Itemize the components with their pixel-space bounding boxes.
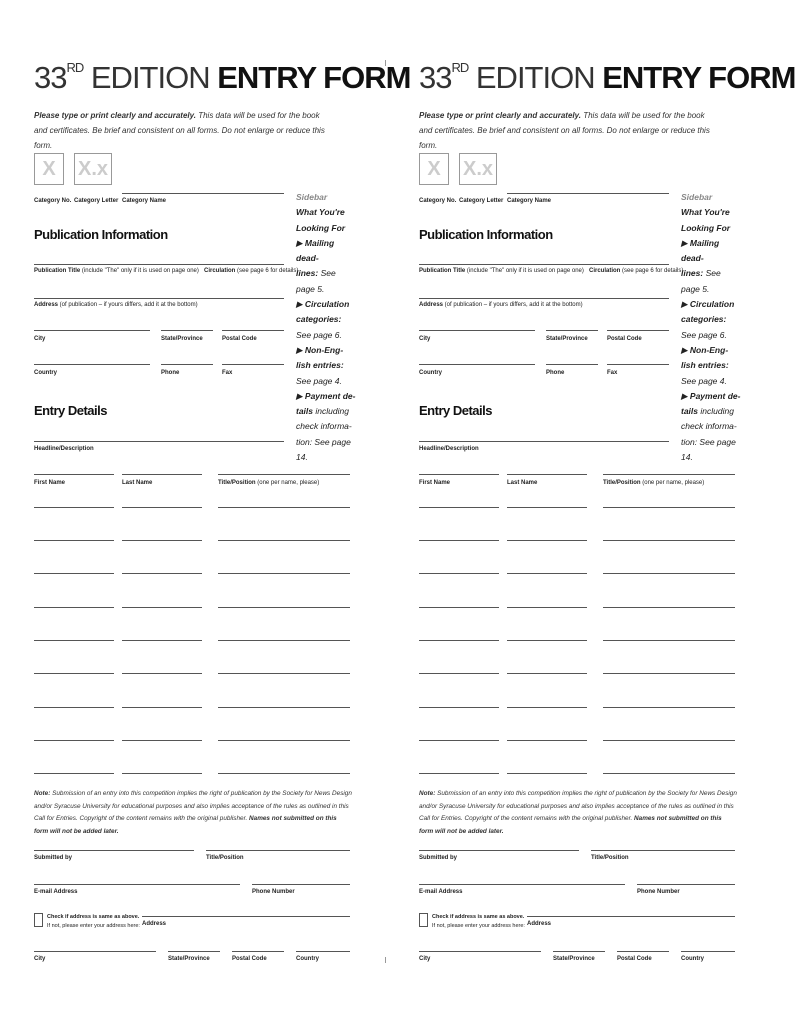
city-label: City bbox=[34, 336, 46, 342]
last-name-field[interactable] bbox=[122, 540, 202, 541]
category-number-box[interactable]: X bbox=[34, 153, 64, 185]
first-name-label: First Name bbox=[34, 480, 66, 486]
form-title: 33RD EDITION ENTRY FORM bbox=[34, 60, 411, 95]
email-field[interactable] bbox=[419, 884, 625, 885]
first-name-field[interactable] bbox=[419, 607, 499, 608]
title-position-field[interactable] bbox=[218, 640, 350, 641]
publication-info-heading: Publication Information bbox=[34, 227, 168, 242]
category-name-label: Category Name bbox=[122, 198, 167, 204]
last-name-label: Last Name bbox=[122, 480, 153, 486]
same-address-checkbox[interactable] bbox=[419, 913, 428, 927]
alt-postal-field[interactable] bbox=[617, 951, 669, 952]
address-label: Address (of publication – if yours differs, add it at the bottom) bbox=[34, 302, 198, 308]
last-name-field[interactable] bbox=[507, 573, 587, 574]
submitter-title-field[interactable] bbox=[206, 850, 350, 851]
category-name-label: Category Name bbox=[507, 198, 552, 204]
last-name-field[interactable] bbox=[507, 474, 587, 475]
title-position-label: Title/Position (one per name, please) bbox=[603, 480, 705, 486]
same-address-text: Check if address is same as above. If not, please enter your address here: bbox=[432, 914, 525, 929]
submission-note: Note: Submission of an entry into this competition implies the right of publication by the Society for News Design and/or Syracuse University for educational purposes and also implies acceptance of the rules as outlined in this Call for Entries. Copyright of the content remains with the original publisher. Names not submitted on this form will not be added later. bbox=[34, 790, 352, 835]
headline-label: Headline/Description bbox=[419, 446, 479, 452]
country-label: Country bbox=[34, 370, 57, 376]
title-position-field[interactable] bbox=[603, 707, 735, 708]
first-name-field[interactable] bbox=[419, 740, 499, 741]
submitted-by-field[interactable] bbox=[419, 850, 579, 851]
title-position-field[interactable] bbox=[218, 607, 350, 608]
submitted-by-label: Submitted by bbox=[419, 855, 458, 861]
postal-label: Postal Code bbox=[222, 336, 257, 342]
email-field[interactable] bbox=[34, 884, 240, 885]
first-name-field[interactable] bbox=[419, 707, 499, 708]
category-name-field[interactable] bbox=[122, 193, 284, 194]
alt-postal-label: Postal Code bbox=[617, 956, 652, 962]
country-label: Country bbox=[419, 370, 442, 376]
title-position-field[interactable] bbox=[603, 607, 735, 608]
state-field[interactable] bbox=[546, 330, 598, 331]
city-field[interactable] bbox=[34, 330, 150, 331]
email-label: E-mail Address bbox=[34, 889, 78, 895]
alt-state-field[interactable] bbox=[168, 951, 220, 952]
publication-title-field[interactable] bbox=[419, 264, 669, 265]
last-name-field[interactable] bbox=[507, 707, 587, 708]
first-name-field[interactable] bbox=[419, 474, 499, 475]
email-label: E-mail Address bbox=[419, 889, 463, 895]
alt-city-label: City bbox=[34, 956, 46, 962]
country-field[interactable] bbox=[34, 364, 150, 365]
city-label: City bbox=[419, 336, 431, 342]
alt-country-label: Country bbox=[296, 956, 319, 962]
submitted-by-label: Submitted by bbox=[34, 855, 73, 861]
publication-info-heading: Publication Information bbox=[419, 227, 553, 242]
submission-note: Note: Submission of an entry into this competition implies the right of publication by the Society for News Design and/or Syracuse University for educational purposes and also implies acceptance of the rules as outlined in this Call for Entries. Copyright of the content remains with the original publisher. Names not submitted on this form will not be added later. bbox=[419, 790, 737, 835]
sidebar-subheading-1: What You're bbox=[681, 207, 730, 218]
circulation-label: Circulation (see page 6 for details) bbox=[589, 268, 684, 274]
alt-state-field[interactable] bbox=[553, 951, 605, 952]
alt-city-field[interactable] bbox=[34, 951, 156, 952]
category-number-label: Category No. bbox=[419, 198, 457, 204]
last-name-field[interactable] bbox=[122, 707, 202, 708]
postal-field[interactable] bbox=[222, 330, 284, 331]
last-name-field[interactable] bbox=[122, 673, 202, 674]
fax-field[interactable] bbox=[222, 364, 284, 365]
submitter-title-label: Title/Position bbox=[591, 855, 629, 861]
sidebar-item: ▶ Payment de- tails including check informa-tion: See page 14. bbox=[681, 390, 741, 463]
first-name-field[interactable] bbox=[34, 673, 114, 674]
title-position-field[interactable] bbox=[603, 540, 735, 541]
entry-details-heading: Entry Details bbox=[34, 403, 107, 418]
sidebar-heading: Sidebar bbox=[296, 192, 328, 202]
last-name-field[interactable] bbox=[122, 740, 202, 741]
first-name-field[interactable] bbox=[34, 773, 114, 774]
title-position-field[interactable] bbox=[603, 773, 735, 774]
first-name-field[interactable] bbox=[34, 707, 114, 708]
address-label: Address (of publication – if yours differs, add it at the bottom) bbox=[419, 302, 583, 308]
sidebar-subheading-2: Looking For bbox=[296, 222, 346, 233]
sidebar-item: ▶ Payment de- tails including check informa-tion: See page 14. bbox=[296, 390, 356, 463]
alt-country-label: Country bbox=[681, 956, 704, 962]
phone-number-field[interactable] bbox=[637, 884, 735, 885]
entry-form-left bbox=[34, 0, 411, 1024]
form-title: 33RD EDITION ENTRY FORM bbox=[419, 60, 795, 95]
category-number-label: Category No. bbox=[34, 198, 72, 204]
alt-country-field[interactable] bbox=[681, 951, 735, 952]
first-name-field[interactable] bbox=[419, 773, 499, 774]
alt-country-field[interactable] bbox=[296, 951, 350, 952]
submitter-title-field[interactable] bbox=[591, 850, 735, 851]
title-position-field[interactable] bbox=[603, 673, 735, 674]
sidebar-subheading-2: Looking For bbox=[681, 222, 731, 233]
sidebar-subheading-1: What You're bbox=[296, 207, 345, 218]
title-position-field[interactable] bbox=[218, 773, 350, 774]
state-field[interactable] bbox=[161, 330, 213, 331]
title-position-field[interactable] bbox=[218, 474, 350, 475]
fax-field[interactable] bbox=[607, 364, 669, 365]
last-name-field[interactable] bbox=[122, 573, 202, 574]
publication-title-label: Publication Title (include "The" only if it is used on page one) bbox=[419, 268, 584, 274]
state-label: State/Province bbox=[546, 336, 588, 342]
phone-label: Phone bbox=[161, 370, 180, 376]
publication-title-label: Publication Title (include "The" only if it is used on page one) bbox=[34, 268, 199, 274]
last-name-field[interactable] bbox=[122, 607, 202, 608]
entry-details-heading: Entry Details bbox=[419, 403, 492, 418]
category-letter-label: Category Letter bbox=[74, 198, 119, 204]
alt-postal-label: Postal Code bbox=[232, 956, 267, 962]
state-label: State/Province bbox=[161, 336, 203, 342]
last-name-field[interactable] bbox=[507, 673, 587, 674]
center-tick-top bbox=[385, 60, 386, 66]
first-name-field[interactable] bbox=[419, 640, 499, 641]
last-name-field[interactable] bbox=[507, 507, 587, 508]
sidebar-panel bbox=[296, 190, 356, 465]
sidebar-panel bbox=[681, 190, 741, 465]
alt-address-label: Address bbox=[142, 921, 167, 927]
sidebar-heading: Sidebar bbox=[681, 192, 713, 202]
sidebar-item: ▶ Circulation categories: See page 6. bbox=[681, 299, 735, 340]
last-name-field[interactable] bbox=[122, 474, 202, 475]
same-address-text: Check if address is same as above. If not, please enter your address here: bbox=[47, 914, 140, 929]
city-field[interactable] bbox=[419, 330, 535, 331]
title-position-field[interactable] bbox=[218, 740, 350, 741]
sidebar-item: ▶ Circulation categories: See page 6. bbox=[296, 299, 350, 340]
last-name-field[interactable] bbox=[507, 640, 587, 641]
alt-address-field[interactable] bbox=[142, 916, 350, 917]
alt-city-field[interactable] bbox=[419, 951, 541, 952]
postal-field[interactable] bbox=[607, 330, 669, 331]
headline-field[interactable] bbox=[34, 441, 284, 442]
title-position-field[interactable] bbox=[218, 507, 350, 508]
category-number-box[interactable]: X bbox=[419, 153, 449, 185]
category-letter-box[interactable]: X.x bbox=[459, 153, 497, 185]
last-name-field[interactable] bbox=[507, 740, 587, 741]
sidebar-item: ▶ Non-Eng- lish entries: See page 4. bbox=[296, 344, 344, 386]
title-position-field[interactable] bbox=[218, 573, 350, 574]
sidebar-item: ▶ Non-Eng- lish entries: See page 4. bbox=[681, 344, 729, 386]
circulation-label: Circulation (see page 6 for details) bbox=[204, 268, 299, 274]
first-name-field[interactable] bbox=[34, 540, 114, 541]
title-position-field[interactable] bbox=[603, 573, 735, 574]
title-position-field[interactable] bbox=[218, 673, 350, 674]
title-position-field[interactable] bbox=[603, 474, 735, 475]
headline-label: Headline/Description bbox=[34, 446, 94, 452]
phone-field[interactable] bbox=[161, 364, 213, 365]
last-name-label: Last Name bbox=[507, 480, 538, 486]
phone-number-label: Phone Number bbox=[637, 889, 680, 895]
first-name-field[interactable] bbox=[34, 607, 114, 608]
last-name-field[interactable] bbox=[122, 507, 202, 508]
title-position-field[interactable] bbox=[218, 707, 350, 708]
last-name-field[interactable] bbox=[507, 607, 587, 608]
form-instructions: Please type or print clearly and accurately. This data will be used for the book and certificates. Be brief and consistent on all forms. Do not enlarge or reduce this form. bbox=[419, 111, 710, 150]
title-position-field[interactable] bbox=[603, 640, 735, 641]
first-name-field[interactable] bbox=[34, 474, 114, 475]
form-instructions: Please type or print clearly and accurately. This data will be used for the book and certificates. Be brief and consistent on all forms. Do not enlarge or reduce this form. bbox=[34, 111, 325, 150]
last-name-field[interactable] bbox=[507, 540, 587, 541]
alt-postal-field[interactable] bbox=[232, 951, 284, 952]
first-name-field[interactable] bbox=[419, 673, 499, 674]
phone-number-label: Phone Number bbox=[252, 889, 295, 895]
last-name-field[interactable] bbox=[122, 640, 202, 641]
title-position-label: Title/Position (one per name, please) bbox=[218, 480, 320, 486]
publication-title-field[interactable] bbox=[34, 264, 284, 265]
phone-number-field[interactable] bbox=[252, 884, 350, 885]
sidebar-item: ▶ Mailing dead- lines: See page 5. bbox=[296, 237, 336, 294]
last-name-field[interactable] bbox=[507, 773, 587, 774]
alt-state-label: State/Province bbox=[168, 956, 210, 962]
fax-label: Fax bbox=[222, 370, 233, 376]
category-name-field[interactable] bbox=[507, 193, 669, 194]
phone-field[interactable] bbox=[546, 364, 598, 365]
alt-city-label: City bbox=[419, 956, 431, 962]
first-name-field[interactable] bbox=[34, 573, 114, 574]
sidebar-item: ▶ Mailing dead- lines: See page 5. bbox=[681, 237, 721, 294]
entry-form-right bbox=[419, 0, 795, 1024]
first-name-field[interactable] bbox=[419, 507, 499, 508]
title-position-field[interactable] bbox=[603, 740, 735, 741]
title-position-field[interactable] bbox=[218, 540, 350, 541]
submitter-title-label: Title/Position bbox=[206, 855, 244, 861]
country-field[interactable] bbox=[419, 364, 535, 365]
center-tick-bottom bbox=[385, 957, 386, 963]
first-name-label: First Name bbox=[419, 480, 451, 486]
address-field[interactable] bbox=[419, 298, 669, 299]
alt-address-field[interactable] bbox=[527, 916, 735, 917]
address-field[interactable] bbox=[34, 298, 284, 299]
category-letter-box[interactable]: X.x bbox=[74, 153, 112, 185]
first-name-field[interactable] bbox=[34, 640, 114, 641]
headline-field[interactable] bbox=[419, 441, 669, 442]
same-address-checkbox[interactable] bbox=[34, 913, 43, 927]
last-name-field[interactable] bbox=[122, 773, 202, 774]
first-name-field[interactable] bbox=[34, 507, 114, 508]
postal-label: Postal Code bbox=[607, 336, 642, 342]
phone-label: Phone bbox=[546, 370, 565, 376]
alt-address-label: Address bbox=[527, 921, 552, 927]
first-name-field[interactable] bbox=[419, 540, 499, 541]
first-name-field[interactable] bbox=[34, 740, 114, 741]
category-letter-label: Category Letter bbox=[459, 198, 504, 204]
alt-state-label: State/Province bbox=[553, 956, 595, 962]
submitted-by-field[interactable] bbox=[34, 850, 194, 851]
fax-label: Fax bbox=[607, 370, 618, 376]
title-position-field[interactable] bbox=[603, 507, 735, 508]
first-name-field[interactable] bbox=[419, 573, 499, 574]
